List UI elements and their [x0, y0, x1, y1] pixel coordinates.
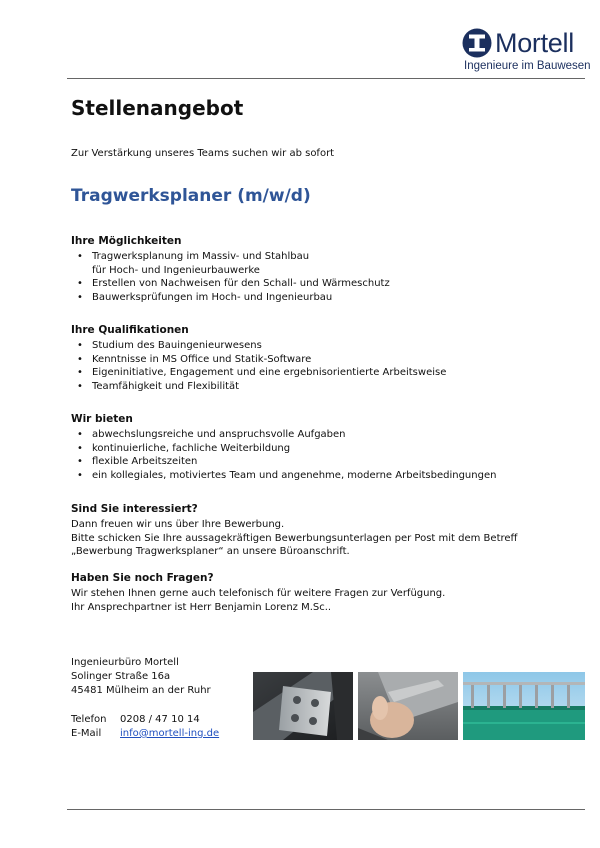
contact-company: Ingenieurbüro Mortell	[71, 657, 179, 668]
list-item	[71, 428, 541, 442]
steel-connection-photo	[253, 672, 353, 740]
header-divider	[67, 78, 585, 79]
phone-label: Telefon	[71, 713, 107, 725]
section-qualifications	[71, 324, 541, 394]
list-item	[71, 469, 541, 483]
section-offer	[71, 413, 541, 483]
bullet-icon: •	[77, 381, 83, 393]
email-label: E-Mail	[71, 727, 102, 739]
list-item	[71, 277, 541, 291]
contact-block	[71, 656, 219, 741]
opportunities-list	[71, 250, 541, 305]
list-item-text: kontinuierliche, fachliche Weiterbildung	[92, 442, 291, 454]
bullet-icon: •	[77, 442, 83, 454]
paragraph-line: Dann freuen wir uns über Ihre Bewerbung.	[71, 519, 285, 530]
phone-number: 0208 / 47 10 14	[120, 713, 200, 725]
footer-divider	[67, 809, 585, 810]
list-item-text: Erstellen von Nachweisen für den Schall- und Wärmeschutz	[92, 278, 390, 290]
list-item-text: flexible Arbeitszeiten	[92, 456, 198, 468]
list-item-text: Studium des Bauingenieurwesens	[92, 340, 262, 351]
list-item	[71, 455, 541, 469]
bridge-railing-photo	[463, 672, 585, 740]
bullet-icon: •	[77, 278, 83, 290]
section-heading: Haben Sie noch Fragen?	[71, 572, 214, 584]
list-item	[71, 366, 541, 380]
list-item-text: Bauwerksprüfungen im Hoch- und Ingenieurbau	[92, 292, 333, 304]
logo-mark-icon	[462, 28, 492, 58]
steel-inspection-photo	[358, 672, 458, 740]
list-item-text: Kenntnisse in MS Office und Statik-Software	[92, 353, 312, 365]
bullet-icon: •	[77, 353, 83, 365]
qualifications-list	[71, 339, 541, 394]
bullet-icon: •	[77, 456, 83, 468]
offer-list	[71, 428, 541, 483]
section-interested	[71, 503, 541, 559]
bullet-icon: •	[77, 251, 83, 262]
intro-text: Zur Verstärkung unseres Teams suchen wir ab sofort	[71, 148, 335, 159]
list-item-text: Tragwerksplanung im Massiv- und Stahlbau	[92, 251, 310, 262]
logo-company-name: Mortell	[495, 28, 574, 58]
list-item	[71, 250, 541, 277]
paragraph-line: Wir stehen Ihnen gerne auch telefonisch für weitere Fragen zur Verfügung.	[71, 588, 446, 599]
logo-tagline: Ingenieure im Bauwesen	[464, 60, 591, 72]
bullet-icon: •	[77, 367, 83, 379]
list-item	[71, 353, 541, 367]
contact-phone-row	[71, 713, 219, 727]
section-opportunities	[71, 235, 541, 305]
company-logo	[462, 26, 591, 76]
contact-city: 45481 Mülheim an der Ruhr	[71, 685, 211, 697]
list-item-text: Eigeninitiative, Engagement und eine ergebnisorientierte Arbeitsweise	[92, 367, 447, 379]
list-item	[71, 380, 541, 394]
list-item	[71, 442, 541, 456]
list-item-text-continued: für Hoch- und Ingenieurbauwerke	[92, 264, 260, 276]
list-item-text: abwechslungsreiche und anspruchsvolle Aufgaben	[92, 429, 346, 440]
contact-email-row	[71, 727, 219, 741]
paragraph-line: Bitte schicken Sie Ihre aussagekräftigen Bewerbungsunterlagen per Post mit dem Betreff	[71, 532, 518, 544]
section-heading: Ihre Qualifikationen	[71, 324, 189, 336]
section-heading: Sind Sie interessiert?	[71, 503, 198, 515]
list-item-text: ein kollegiales, motiviertes Team und angenehme, moderne Arbeitsbedingungen	[92, 470, 497, 482]
list-item-text: Teamfähigkeit und Flexibilität	[92, 381, 240, 393]
list-item	[71, 291, 541, 305]
section-heading: Ihre Möglichkeiten	[71, 235, 182, 247]
bullet-icon: •	[77, 292, 83, 304]
bullet-icon: •	[77, 340, 83, 351]
paragraph-line: „Bewerbung Tragwerksplaner“ an unsere Büroanschrift.	[71, 546, 350, 558]
list-item	[71, 339, 541, 353]
contact-street: Solinger Straße 16a	[71, 671, 171, 683]
bullet-icon: •	[77, 429, 83, 440]
photo-strip	[253, 672, 585, 740]
paragraph-line: Ihr Ansprechpartner ist Herr Benjamin Lorenz M.Sc..	[71, 601, 332, 613]
bullet-icon: •	[77, 470, 83, 482]
page-title: Stellenangebot	[71, 96, 244, 120]
section-questions	[71, 572, 541, 614]
section-heading: Wir bieten	[71, 413, 133, 425]
email-link[interactable]: info@mortell-ing.de	[120, 727, 220, 739]
job-title: Tragwerksplaner (m/w/d)	[71, 186, 311, 206]
